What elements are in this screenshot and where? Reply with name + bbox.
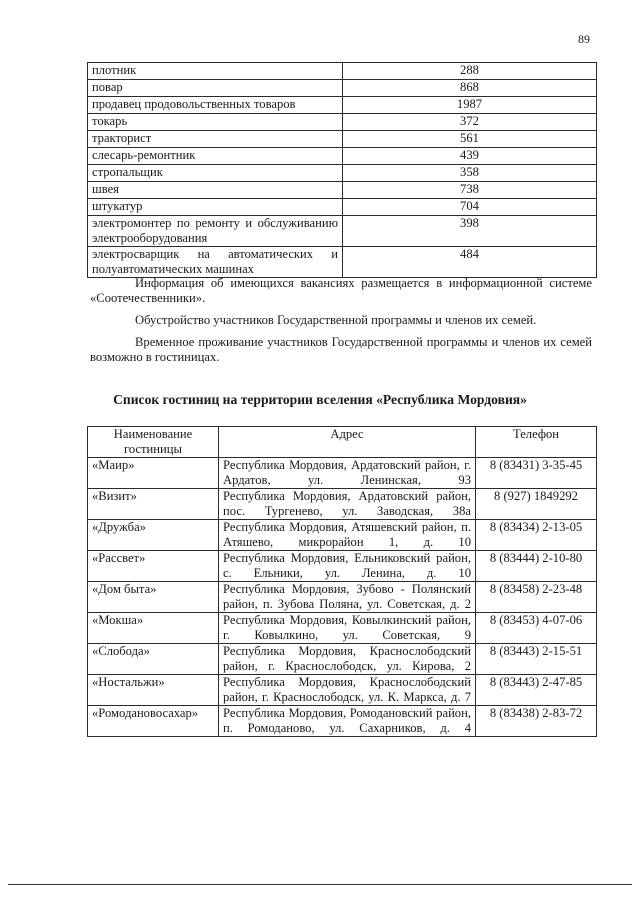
hotel-phone: 8 (927) 1849292	[476, 489, 597, 520]
hotel-name: «Маир»	[88, 458, 219, 489]
table-row	[88, 182, 597, 199]
hotel-address: Республика Мордовия, Ардатовский район, г. Ардатов, ул. Ленинская, 93	[219, 458, 476, 489]
vacancy-name: слесарь-ремонтник	[88, 148, 343, 165]
vacancy-count: 561	[343, 131, 597, 148]
vacancy-name: штукатур	[88, 199, 343, 216]
page-number: 89	[578, 32, 590, 46]
table-row	[88, 165, 597, 182]
table-row	[88, 644, 597, 675]
table-row	[88, 582, 597, 613]
vacancy-name: стропальщик	[88, 165, 343, 182]
vacancy-name: продавец продовольственных товаров	[88, 97, 343, 114]
table-row	[88, 216, 597, 247]
hotel-address: Республика Мордовия, Краснослободский район, г. Краснослободск, ул. К. Маркса, д. 7	[219, 675, 476, 706]
vacancy-name: швея	[88, 182, 343, 199]
paragraph: Информация об имеющихся вакансиях размещается в информационной системе «Соотечественники».	[90, 276, 592, 305]
hotel-name: «Ромодановосахар»	[88, 706, 219, 737]
hotel-address: Республика Мордовия, Атяшевский район, п. Атяшево, микрорайон 1, д. 10	[219, 520, 476, 551]
table-row	[88, 613, 597, 644]
header-name: Наименование гостиницы	[88, 427, 219, 458]
table-row	[88, 520, 597, 551]
header-address: Адрес	[219, 427, 476, 458]
hotel-address: Республика Мордовия, Ардатовский район, пос. Тургенево, ул. Заводская, 38а	[219, 489, 476, 520]
hotel-name: «Рассвет»	[88, 551, 219, 582]
vacancy-name: токарь	[88, 114, 343, 131]
table-row	[88, 551, 597, 582]
hotel-phone: 8 (83431) 3-35-45	[476, 458, 597, 489]
hotel-name: «Мокша»	[88, 613, 219, 644]
table-row	[88, 148, 597, 165]
hotel-address: Республика Мордовия, Краснослободский район, г. Краснослободск, ул. Кирова, 2	[219, 644, 476, 675]
vacancy-count: 484	[343, 247, 597, 278]
body-text	[90, 276, 592, 372]
vacancy-count: 288	[343, 63, 597, 80]
vacancy-name: электромонтер по ремонту и обслуживанию электрооборудования	[88, 216, 343, 247]
hotel-phone: 8 (83438) 2-83-72	[476, 706, 597, 737]
paragraph: Обустройство участников Государственной программы и членов их семей.	[135, 313, 537, 327]
hotel-name: «Слобода»	[88, 644, 219, 675]
table-row	[88, 458, 597, 489]
table-row	[88, 675, 597, 706]
footer-rule	[8, 884, 632, 885]
table-row	[88, 114, 597, 131]
hotel-phone: 8 (83444) 2-10-80	[476, 551, 597, 582]
hotels-section-title: Список гостиниц на территории вселения «Республика Мордовия»	[113, 392, 527, 407]
vacancy-count: 738	[343, 182, 597, 199]
hotels-table	[87, 426, 597, 737]
vacancy-count: 398	[343, 216, 597, 247]
hotel-phone: 8 (83443) 2-47-85	[476, 675, 597, 706]
vacancy-count: 358	[343, 165, 597, 182]
header-phone: Телефон	[476, 427, 597, 458]
hotel-address: Республика Мордовия, Ковылкинский район, г. Ковылкино, ул. Советская, 9	[219, 613, 476, 644]
hotel-address: Республика Мордовия, Ельниковский район, с. Ельники, ул. Ленина, д. 10	[219, 551, 476, 582]
table-row	[88, 489, 597, 520]
table-row	[88, 97, 597, 114]
table-row	[88, 199, 597, 216]
vacancy-name: тракторист	[88, 131, 343, 148]
hotel-phone: 8 (83443) 2-15-51	[476, 644, 597, 675]
table-row	[88, 131, 597, 148]
hotel-phone: 8 (83453) 4-07-06	[476, 613, 597, 644]
hotel-name: «Ностальжи»	[88, 675, 219, 706]
vacancy-name: электросварщик на автоматических и полуавтоматических машинах	[88, 247, 343, 278]
vacancy-name: плотник	[88, 63, 343, 80]
table-row	[88, 63, 597, 80]
hotel-address: Республика Мордовия, Зубово - Полянский район, п. Зубова Поляна, ул. Советская, д. 2	[219, 582, 476, 613]
table-row	[88, 706, 597, 737]
table-row	[88, 80, 597, 97]
vacancy-name: повар	[88, 80, 343, 97]
vacancy-count: 704	[343, 199, 597, 216]
hotel-address: Республика Мордовия, Ромодановский район, п. Ромоданово, ул. Сахарников, д. 4	[219, 706, 476, 737]
vacancy-count: 372	[343, 114, 597, 131]
table-row	[88, 247, 597, 278]
hotel-phone: 8 (83458) 2-23-48	[476, 582, 597, 613]
paragraph: Временное проживание участников Государственной программы и членов их семей возможно в гостиницах.	[90, 335, 592, 364]
hotel-name: «Дом быта»	[88, 582, 219, 613]
table-header-row	[88, 427, 597, 458]
vacancy-count: 439	[343, 148, 597, 165]
hotel-name: «Дружба»	[88, 520, 219, 551]
hotel-name: «Визит»	[88, 489, 219, 520]
hotel-phone: 8 (83434) 2-13-05	[476, 520, 597, 551]
vacancies-table	[87, 62, 597, 278]
vacancy-count: 868	[343, 80, 597, 97]
vacancy-count: 1987	[343, 97, 597, 114]
